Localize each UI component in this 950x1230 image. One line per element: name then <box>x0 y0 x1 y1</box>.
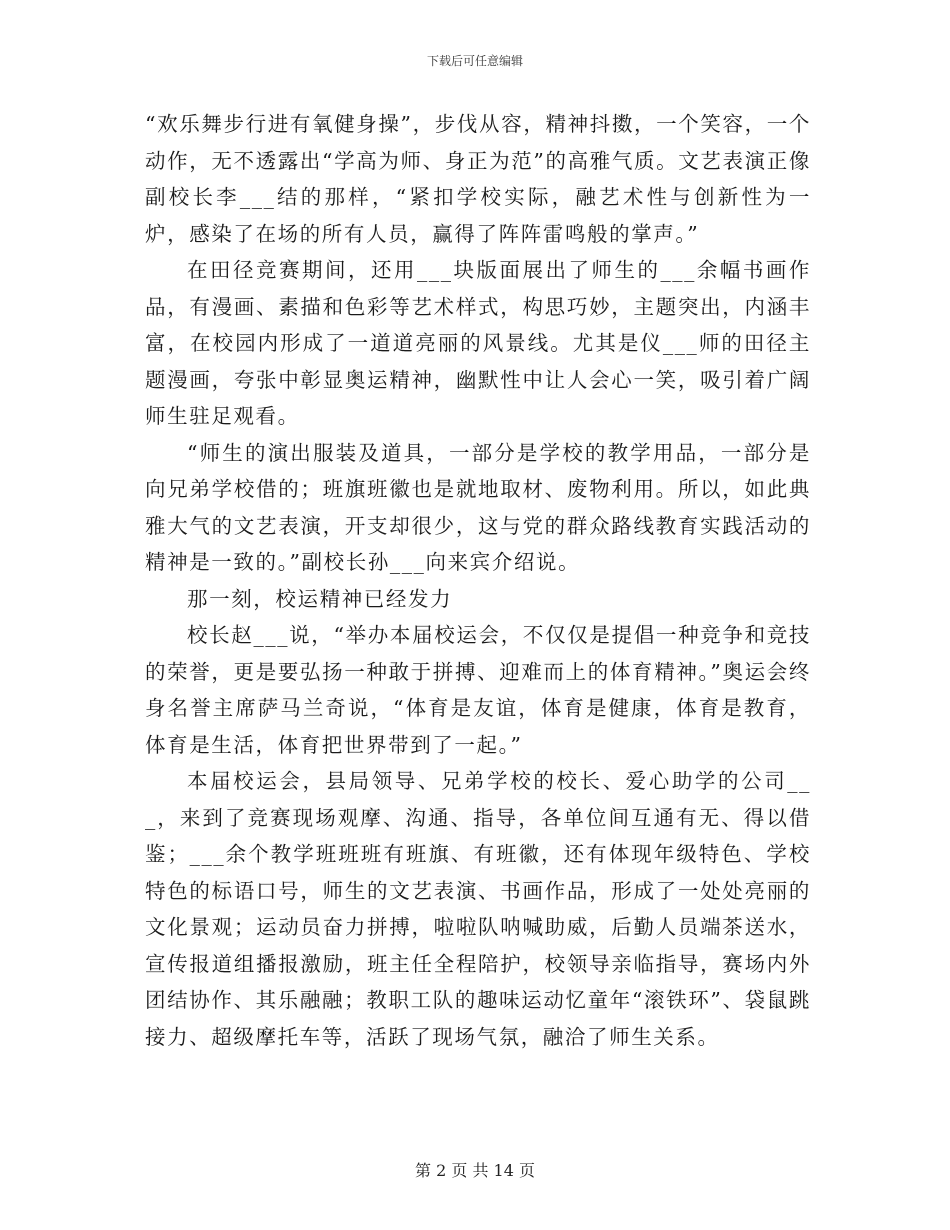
paragraph-4: 校长赵___说，“举办本届校运会，不仅仅是提倡一种竞争和竞技的荣誉，更是要弘扬一种敢于拼搏、迎难而上的体育精神。”奥运会终身名誉主席萨马兰奇说，“体育是友谊，体育是健康，体育是教育，体育是生活，体育把世界带到了一起。” <box>145 623 811 757</box>
section-heading: 那一刻，校运精神已经发力 <box>187 586 453 611</box>
paragraph-3: “师生的演出服装及道具，一部分是学校的教学用品，一部分是向兄弟学校借的；班旗班徽也是就地取材、废物利用。所以，如此典雅大气的文艺表演，开支却很少，这与党的群众路线教育实践活动的精神是一致的。”副校长孙___向来宾介绍说。 <box>145 440 811 574</box>
paragraph-2: 在田径竞赛期间，还用___块版面展出了师生的___余幅书画作品，有漫画、素描和色彩等艺术样式，构思巧妙，主题突出，内涵丰富，在校园内形成了一道道亮丽的风景线。尤其是仪___师的田径主题漫画，夸张中彰显奥运精神，幽默性中让人会心一笑，吸引着广阔师生驻足观看。 <box>145 258 811 428</box>
page-number: 第 2 页 共 14 页 <box>415 1161 535 1180</box>
paragraph-5: 本届校运会，县局领导、兄弟学校的校长、爱心助学的公司___，来到了竞赛现场观摩、沟通、指导，各单位间互通有无、得以借鉴；___余个教学班班班有班旗、有班徽，还有体现年级特色、学校特色的标语口号，师生的文艺表演、书画作品，形成了一处处亮丽的文化景观；运动员奋力拼搏，啦啦队呐喊助威，后勤人员端茶送水，宣传报道组播报激励，班主任全程陪护，校领导亲临指导，赛场内外团结协作、其乐融融；教职工队的趣味运动忆童年“滚铁环”、袋鼠跳接力、超级摩托车等，活跃了现场气氛，融洽了师生关系。 <box>145 769 811 1049</box>
paragraph-1: “欢乐舞步行进有氧健身操”，步伐从容，精神抖擞，一个笑容，一个动作，无不透露出“学高为师、身正为范”的高雅气质。文艺表演正像副校长李___结的那样，“紧扣学校实际，融艺术性与创新性为一炉，感染了在场的所有人员，赢得了阵阵雷鸣般的掌声。” <box>145 112 811 246</box>
document-body <box>145 106 811 1055</box>
page-header: 下载后可任意编辑 <box>426 54 523 68</box>
